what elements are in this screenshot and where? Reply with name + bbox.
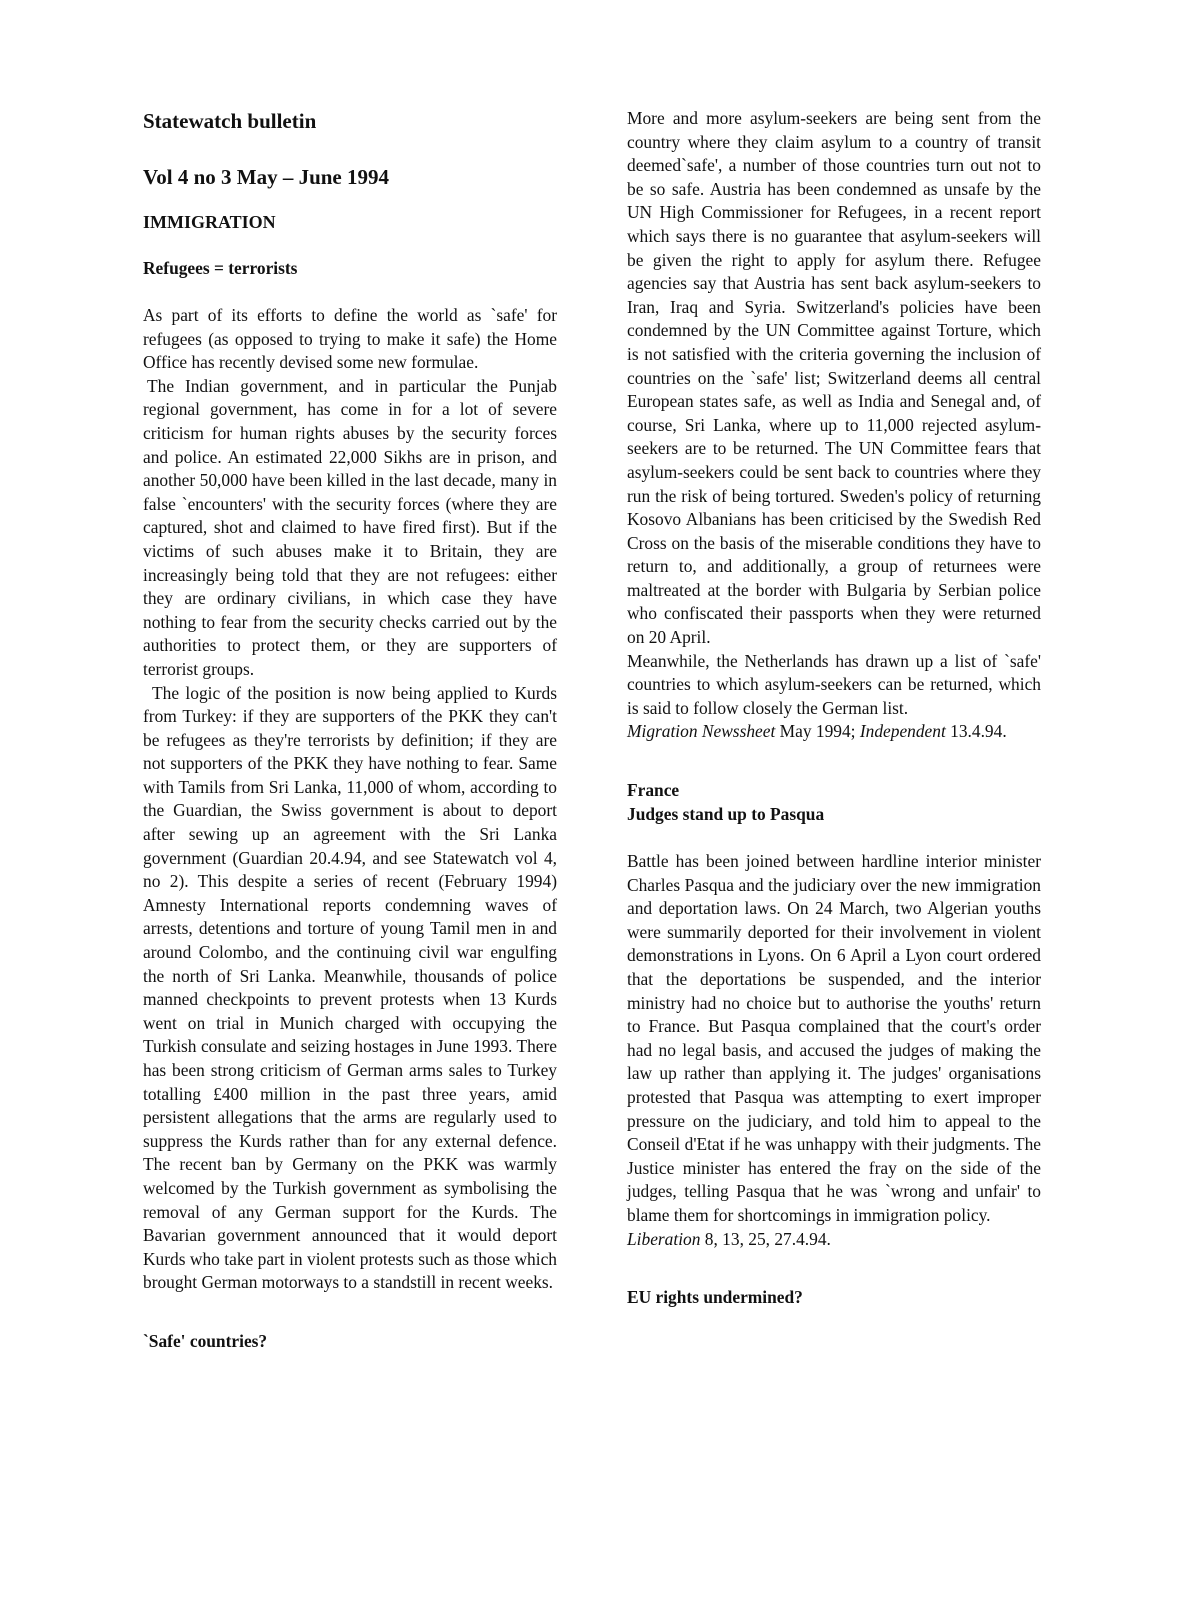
masthead: Statewatch bulletin [143, 109, 317, 133]
article-source [627, 1228, 1041, 1252]
article-headline-eu-rights: EU rights undermined? [627, 1287, 803, 1308]
source-publication: Liberation [627, 1228, 701, 1249]
article-paragraph: Meanwhile, the Netherlands has drawn up a list of `safe' countries to which asylum-seekers can be returned, which is said to follow closely the German list. [627, 650, 1041, 718]
source-publication: Migration Newssheet [627, 721, 776, 742]
left-column [143, 108, 557, 1353]
article-headline-judges: Judges stand up to Pasqua [627, 804, 825, 825]
section-heading: IMMIGRATION [143, 212, 276, 232]
source-date: May 1994; [775, 721, 860, 742]
article-paragraph: The logic of the position is now being applied to Kurds from Turkey: if they are supporters of the PKK they can't be refugees as they're terrorists by definition; if they are not supporters of the PKK they have nothing to fear. Same with Tamils from Sri Lanka, 11,000 of whom, according to the Guardian, the Swiss government is about to deport after sewing up an agreement with the Sri Lanka government (Guardian 20.4.94, and see Statewatch vol 4, no 2). This despite a series of recent (February 1994) Amnesty International reports condemning waves of arrests, detentions and torture of young Tamil men in and around Colombo, and the continuing civil war engulfing the north of Sri Lanka. Meanwhile, thousands of police manned checkpoints to prevent protests when 13 Kurds went on trial in Munich charged with occupying the Turkish consulate and seizing hostages in June 1993. There has been strong criticism of German arms sales to Turkey totalling £400 million in the past three years, amid persistent allegations that the arms are regularly used to suppress the Kurds rather than for any external defence. The recent ban by Germany on the PKK was warmly welcomed by the Turkish government as symbolising the removal of any German support for the Kurds. The Bavarian government announced that it would deport Kurds who take part in violent protests such as those which brought German motorways to a standstill in recent weeks. [143, 682, 557, 1293]
article-paragraph: As part of its efforts to define the world as `safe' for refugees (as opposed to trying to make it safe) the Home Office has recently devised some new formulae. [143, 305, 557, 373]
article-paragraph: Battle has been joined between hardline interior minister Charles Pasqua and the judiciary over the new immigration and deportation laws. On 24 March, two Algerian youths were summarily deported for their involvement in violent demonstrations in Lyons. On 6 April a Lyon court ordered that the deportations be suspended, and the interior ministry had no choice but to authorise the youths' return to France. But Pasqua complained that the court's order had no legal basis, and accused the judges of making the law up rather than applying it. The judges' organisations protested that Pasqua was attempting to exert improper pressure on the judiciary, and told him to appeal to the Conseil d'Etat if he was unhappy with their judgments. The Justice minister has entered the fray on the side of the judges, telling Pasqua that he was `wrong and unfair' to blame them for shortcomings in immigration policy. [627, 851, 1041, 1225]
source-publication: Independent [859, 721, 946, 742]
article-kicker-france: France [627, 780, 680, 801]
article-paragraph: More and more asylum-seekers are being sent from the country where they claim asylum to a country of transit deemed`safe', a number of those countries turn out not to be so safe. Austria has been condemned as unsafe by the UN High Commissioner for Refugees, in a recent report which says there is no guarantee that asylum-seekers will be given the right to apply for asylum there. Refugee agencies say that Austria has sent back asylum-seekers to Iran, Iraq and Syria. Switzerland's policies have been condemned by the UN Committee against Torture, which is not satisfied with the criteria governing the inclusion of countries on the `safe' list; Switzerland deems all central European states safe, as well as India and Senegal and, of course, Sri Lanka, where up to 11,000 rejected asylum-seekers are to be returned. The UN Committee fears that asylum-seekers could be sent back to countries where they run the risk of being tortured. Sweden's policy of returning Kosovo Albanians has been criticised by the Swedish Red Cross on the basis of the miserable conditions they have to return to, and additionally, a group of returnees were maltreated at the border with Bulgaria by Serbian police who confiscated their passports when they were returned on 20 April. [627, 108, 1041, 648]
article-paragraph: The Indian government, and in particular the Punjab regional government, has come in for a lot of severe criticism for human rights abuses by the security forces and police. An estimated 22,000 Sikhs are in prison, and another 50,000 have been killed in the last decade, many in false `encounters' with the security forces (where they are captured, shot and claimed to have fired first). But if the victims of such abuses make it to Britain, they are increasingly being told that they are not refugees: either they are ordinary civilians, in which case they have nothing to fear from the security checks carried out by the authorities to protect them, or they are supporters of terrorist groups. [143, 375, 557, 679]
source-date: 8, 13, 25, 27.4.94. [700, 1228, 831, 1249]
right-column [627, 107, 1041, 1309]
article-source [627, 720, 1041, 744]
article-headline-safe-countries: `Safe' countries? [143, 1330, 268, 1351]
source-date: 13.4.94. [945, 721, 1007, 742]
article-headline-refugees: Refugees = terrorists [143, 258, 298, 278]
issue-line: Vol 4 no 3 May – June 1994 [143, 165, 390, 189]
